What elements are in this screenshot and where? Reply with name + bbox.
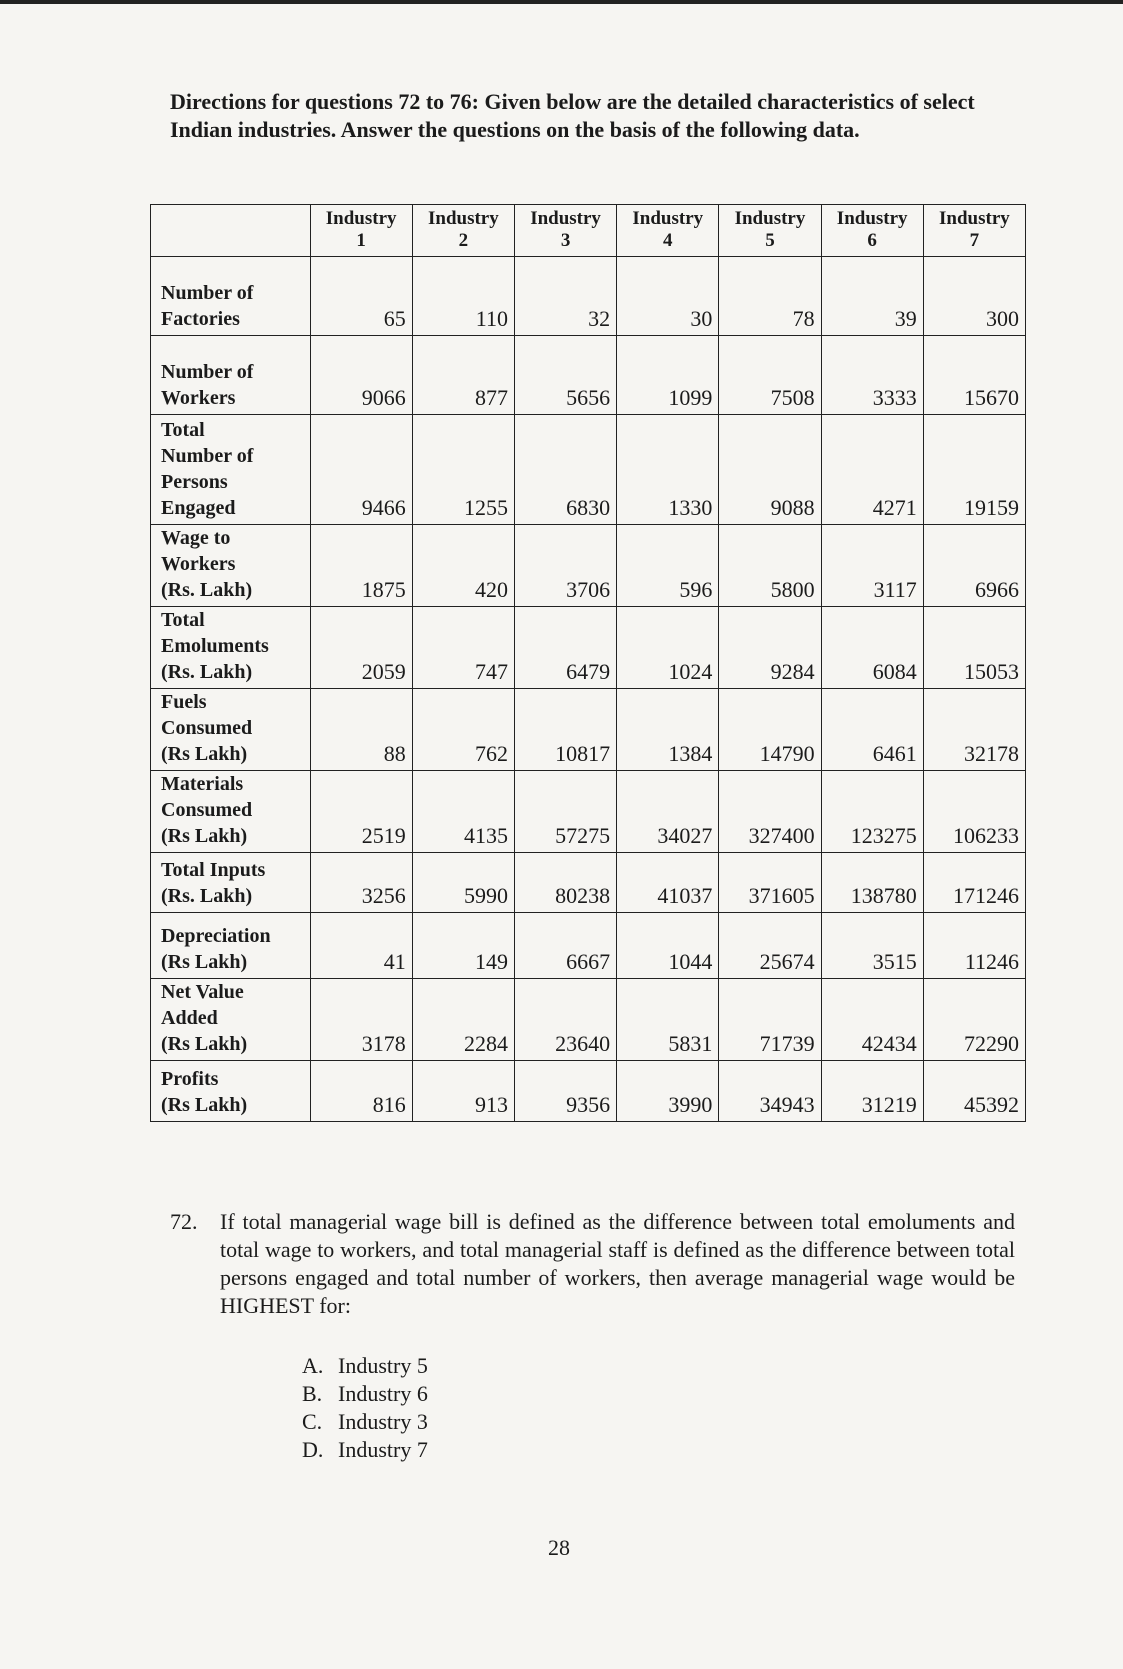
table-cell: 2059 bbox=[310, 607, 412, 689]
option-text: Industry 3 bbox=[338, 1409, 428, 1434]
row-label: Depreciation (Rs Lakh) bbox=[151, 913, 311, 979]
option-d bbox=[302, 1436, 428, 1464]
table-cell: 6966 bbox=[923, 525, 1025, 607]
table-cell: 6084 bbox=[821, 607, 923, 689]
option-letter: B. bbox=[302, 1381, 323, 1406]
table-cell: 5656 bbox=[514, 336, 616, 415]
table-cell: 9356 bbox=[514, 1061, 616, 1122]
header-industry-5: Industry 5 bbox=[719, 205, 821, 257]
table-cell: 5831 bbox=[617, 979, 719, 1061]
table-cell: 420 bbox=[412, 525, 514, 607]
table-cell: 1255 bbox=[412, 415, 514, 525]
directions-text: Directions for questions 72 to 76: Given below are the detailed characteristics of select Indian industries. Answer the questions on the basis of the following data. bbox=[170, 89, 975, 142]
table-cell: 3515 bbox=[821, 913, 923, 979]
table-cell: 4271 bbox=[821, 415, 923, 525]
table-row bbox=[151, 257, 1026, 336]
table-cell: 11246 bbox=[923, 913, 1025, 979]
table-cell: 123275 bbox=[821, 771, 923, 853]
table-row bbox=[151, 853, 1026, 913]
table-cell: 4135 bbox=[412, 771, 514, 853]
table-cell: 88 bbox=[310, 689, 412, 771]
table-cell: 1024 bbox=[617, 607, 719, 689]
table-cell: 3117 bbox=[821, 525, 923, 607]
header-row bbox=[151, 205, 1026, 257]
option-text: Industry 6 bbox=[338, 1381, 428, 1406]
row-label: Total Inputs (Rs. Lakh) bbox=[151, 853, 311, 913]
table-cell: 3990 bbox=[617, 1061, 719, 1122]
table-cell: 45392 bbox=[923, 1061, 1025, 1122]
row-label: Fuels Consumed (Rs Lakh) bbox=[151, 689, 311, 771]
table-body bbox=[151, 257, 1026, 1122]
table-cell: 816 bbox=[310, 1061, 412, 1122]
table-cell: 32 bbox=[514, 257, 616, 336]
header-industry-6: Industry 6 bbox=[821, 205, 923, 257]
table-cell: 71739 bbox=[719, 979, 821, 1061]
table-row bbox=[151, 607, 1026, 689]
table-cell: 15670 bbox=[923, 336, 1025, 415]
row-label: Number of Workers bbox=[151, 336, 311, 415]
table-cell: 371605 bbox=[719, 853, 821, 913]
table-cell: 1044 bbox=[617, 913, 719, 979]
table-cell: 14790 bbox=[719, 689, 821, 771]
table-cell: 72290 bbox=[923, 979, 1025, 1061]
table-cell: 747 bbox=[412, 607, 514, 689]
table-cell: 41 bbox=[310, 913, 412, 979]
header-industry-7: Industry 7 bbox=[923, 205, 1025, 257]
table-cell: 6667 bbox=[514, 913, 616, 979]
table-cell: 6461 bbox=[821, 689, 923, 771]
row-label: Number of Factories bbox=[151, 257, 311, 336]
answer-options bbox=[302, 1352, 428, 1464]
table-cell: 149 bbox=[412, 913, 514, 979]
table-cell: 5990 bbox=[412, 853, 514, 913]
header-industry-4: Industry 4 bbox=[617, 205, 719, 257]
table-cell: 1875 bbox=[310, 525, 412, 607]
option-text: Industry 7 bbox=[338, 1437, 428, 1462]
question-72 bbox=[170, 1208, 1015, 1320]
table-cell: 7508 bbox=[719, 336, 821, 415]
table-cell: 80238 bbox=[514, 853, 616, 913]
table-cell: 6830 bbox=[514, 415, 616, 525]
table-cell: 2284 bbox=[412, 979, 514, 1061]
table-cell: 19159 bbox=[923, 415, 1025, 525]
table-cell: 5800 bbox=[719, 525, 821, 607]
table-cell: 3256 bbox=[310, 853, 412, 913]
table-cell: 65 bbox=[310, 257, 412, 336]
table-cell: 138780 bbox=[821, 853, 923, 913]
table-cell: 762 bbox=[412, 689, 514, 771]
header-industry-3: Industry 3 bbox=[514, 205, 616, 257]
table-cell: 596 bbox=[617, 525, 719, 607]
table-cell: 9466 bbox=[310, 415, 412, 525]
table-row bbox=[151, 336, 1026, 415]
table-cell: 9284 bbox=[719, 607, 821, 689]
row-label: Total Number of Persons Engaged bbox=[151, 415, 311, 525]
header-industry-2: Industry 2 bbox=[412, 205, 514, 257]
table-cell: 2519 bbox=[310, 771, 412, 853]
table-cell: 9088 bbox=[719, 415, 821, 525]
table-cell: 327400 bbox=[719, 771, 821, 853]
table-cell: 106233 bbox=[923, 771, 1025, 853]
table-cell: 42434 bbox=[821, 979, 923, 1061]
table-cell: 171246 bbox=[923, 853, 1025, 913]
industry-data-table bbox=[150, 204, 1026, 1122]
header-industry-1: Industry 1 bbox=[310, 205, 412, 257]
table-cell: 913 bbox=[412, 1061, 514, 1122]
table-cell: 34943 bbox=[719, 1061, 821, 1122]
table-cell: 6479 bbox=[514, 607, 616, 689]
option-letter: A. bbox=[302, 1353, 324, 1378]
table-row bbox=[151, 771, 1026, 853]
option-letter: C. bbox=[302, 1409, 323, 1434]
question-text: If total managerial wage bill is defined as the difference between total emoluments and total wage to workers, and total managerial staff is defined as the difference between total persons engaged and total number of workers, then average managerial wage would be HIGHEST for: bbox=[220, 1209, 1015, 1318]
option-b bbox=[302, 1380, 428, 1408]
row-label: Wage to Workers (Rs. Lakh) bbox=[151, 525, 311, 607]
table-cell: 110 bbox=[412, 257, 514, 336]
table-cell: 34027 bbox=[617, 771, 719, 853]
page-number: 28 bbox=[548, 1535, 570, 1560]
top-border-line bbox=[0, 0, 1123, 4]
table-cell: 1099 bbox=[617, 336, 719, 415]
table-cell: 1384 bbox=[617, 689, 719, 771]
table-cell: 41037 bbox=[617, 853, 719, 913]
table-cell: 9066 bbox=[310, 336, 412, 415]
table-cell: 32178 bbox=[923, 689, 1025, 771]
table-cell: 3706 bbox=[514, 525, 616, 607]
table-row bbox=[151, 913, 1026, 979]
table-cell: 15053 bbox=[923, 607, 1025, 689]
table-row bbox=[151, 689, 1026, 771]
table-row bbox=[151, 525, 1026, 607]
table-row bbox=[151, 1061, 1026, 1122]
table-cell: 39 bbox=[821, 257, 923, 336]
table-cell: 3178 bbox=[310, 979, 412, 1061]
option-letter: D. bbox=[302, 1437, 324, 1462]
table-cell: 10817 bbox=[514, 689, 616, 771]
table-cell: 78 bbox=[719, 257, 821, 336]
table-cell: 877 bbox=[412, 336, 514, 415]
table-cell: 23640 bbox=[514, 979, 616, 1061]
table-cell: 1330 bbox=[617, 415, 719, 525]
corner-cell bbox=[151, 205, 311, 257]
row-label: Profits (Rs Lakh) bbox=[151, 1061, 311, 1122]
table-row bbox=[151, 415, 1026, 525]
table-cell: 31219 bbox=[821, 1061, 923, 1122]
row-label: Materials Consumed (Rs Lakh) bbox=[151, 771, 311, 853]
table-cell: 57275 bbox=[514, 771, 616, 853]
question-number: 72. bbox=[170, 1209, 198, 1234]
option-c bbox=[302, 1408, 428, 1436]
table-row bbox=[151, 979, 1026, 1061]
table-cell: 25674 bbox=[719, 913, 821, 979]
option-a bbox=[302, 1352, 428, 1380]
option-text: Industry 5 bbox=[338, 1353, 428, 1378]
row-label: Net Value Added (Rs Lakh) bbox=[151, 979, 311, 1061]
table-cell: 3333 bbox=[821, 336, 923, 415]
table-cell: 300 bbox=[923, 257, 1025, 336]
row-label: Total Emoluments (Rs. Lakh) bbox=[151, 607, 311, 689]
table-cell: 30 bbox=[617, 257, 719, 336]
